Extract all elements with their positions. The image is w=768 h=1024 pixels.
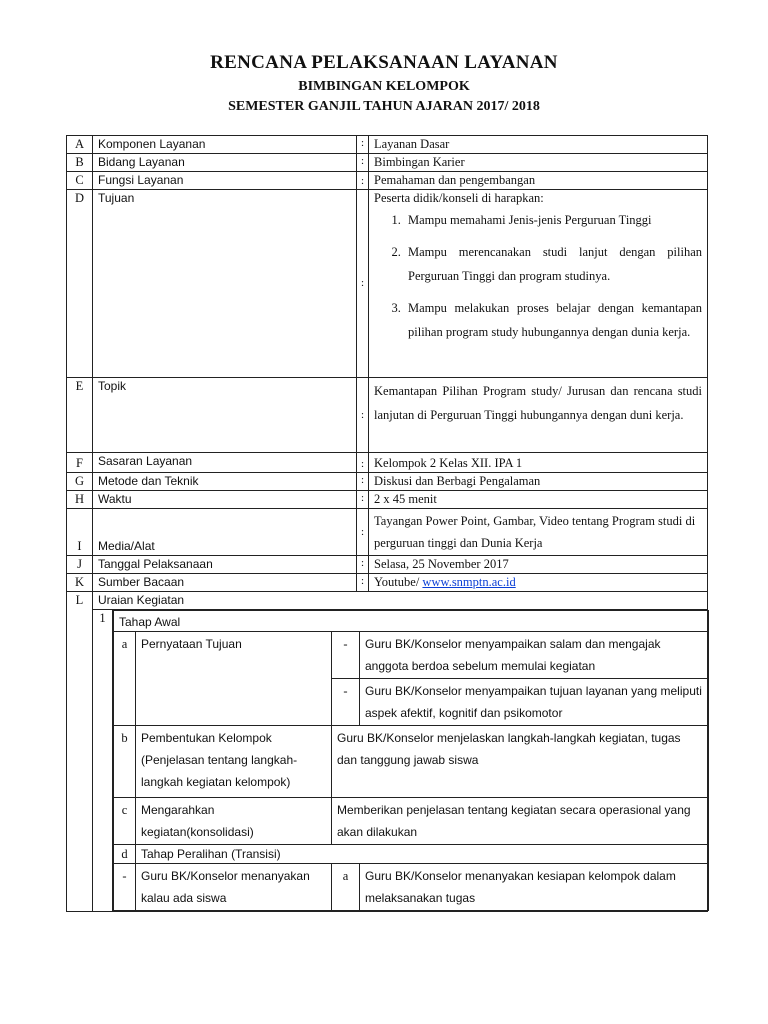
row-colon: : <box>357 378 369 453</box>
table-row <box>67 556 708 574</box>
row-code: G <box>67 473 93 491</box>
table-row <box>114 611 709 632</box>
item-label: Pernyataan Tujuan <box>136 632 332 726</box>
row-colon: : <box>357 190 369 378</box>
table-row <box>67 509 708 556</box>
sumber-text: Youtube/ <box>374 575 423 589</box>
row-code: D <box>67 190 93 378</box>
row-label: Sasaran Layanan <box>93 453 357 473</box>
item-letter: a <box>332 864 360 911</box>
row-colon: : <box>357 172 369 190</box>
row-colon: : <box>357 453 369 473</box>
row-label: Tujuan <box>93 190 357 378</box>
row-code: B <box>67 154 93 172</box>
table-row <box>114 726 709 798</box>
kegiatan-detail <box>113 610 708 912</box>
row-code: L <box>67 592 93 912</box>
list-item: 2. Mampu merencanakan studi lanjut dengan pilihan Perguruan Tinggi dan program studinya. <box>404 240 702 288</box>
row-label: Bidang Layanan <box>93 154 357 172</box>
row-label: Tanggal Pelaksanaan <box>93 556 357 574</box>
item-dash: - <box>332 632 360 679</box>
item-dash: - <box>114 864 136 911</box>
item-dash: - <box>332 679 360 726</box>
table-row <box>67 610 708 912</box>
item-text: Guru BK/Konselor menyampaikan tujuan layanan yang meliputi aspek afektif, kognitif dan psikomotor <box>360 679 709 726</box>
list-item: 1. Mampu memahami Jenis-jenis Perguruan Tinggi <box>404 208 702 232</box>
row-label: Uraian Kegiatan <box>93 592 708 610</box>
row-label: Waktu <box>93 491 357 509</box>
table-row <box>114 798 709 845</box>
stage-awal: Tahap Awal <box>114 611 709 632</box>
row-colon: : <box>357 556 369 574</box>
item-label: Mengarahkan kegiatan(konsolidasi) <box>136 798 332 845</box>
row-value: Selasa, 25 November 2017 <box>369 556 708 574</box>
row-label: Metode dan Teknik <box>93 473 357 491</box>
kegiatan-table <box>113 610 709 911</box>
table-row <box>67 592 708 610</box>
table-row <box>67 190 708 378</box>
plan-table <box>66 135 708 912</box>
item-label: Guru BK/Konselor menanyakan kalau ada siswa <box>136 864 332 911</box>
tujuan-intro: Peserta didik/konseli di harapkan: <box>374 191 544 205</box>
document-subtitle: BIMBINGAN KELOMPOK <box>298 79 470 94</box>
row-value: Layanan Dasar <box>369 136 708 154</box>
table-row <box>67 574 708 592</box>
item-letter: c <box>114 798 136 845</box>
table-row <box>67 453 708 473</box>
item-text: Memberikan penjelasan tentang kegiatan secara operasional yang akan dilakukan <box>332 798 709 845</box>
document-semester: SEMESTER GANJIL TAHUN AJARAN 2017/ 2018 <box>228 99 540 114</box>
row-value: Tayangan Power Point, Gambar, Video tentang Program studi di perguruan tinggi dan Dunia Kerja <box>369 509 708 556</box>
item-text: Guru BK/Konselor menjelaskan langkah-langkah kegiatan, tugas dan tanggung jawab siswa <box>332 726 709 798</box>
row-value <box>369 574 708 592</box>
row-colon: : <box>357 509 369 556</box>
table-row <box>114 845 709 864</box>
table-row <box>67 378 708 453</box>
table-row <box>67 473 708 491</box>
row-label: Topik <box>93 378 357 453</box>
stage-peralihan: Tahap Peralihan (Transisi) <box>136 845 709 864</box>
row-label: Komponen Layanan <box>93 136 357 154</box>
row-value: Pemahaman dan pengembangan <box>369 172 708 190</box>
row-code: A <box>67 136 93 154</box>
table-row <box>67 172 708 190</box>
row-code: F <box>67 453 93 473</box>
row-label: Fungsi Layanan <box>93 172 357 190</box>
item-text: Guru BK/Konselor menanyakan kesiapan kelompok dalam melaksanakan tugas <box>360 864 709 911</box>
table-row <box>114 632 709 679</box>
row-value: Kelompok 2 Kelas XII. IPA 1 <box>369 453 708 473</box>
list-item: 3. Mampu melakukan proses belajar dengan kemantapan pilihan program study hubungannya dengan dunia kerja. <box>404 296 702 344</box>
row-label: Media/Alat <box>93 509 357 556</box>
sumber-link[interactable]: www.snmptn.ac.id <box>422 575 516 589</box>
row-code: H <box>67 491 93 509</box>
tujuan-list <box>374 208 702 344</box>
item-text: Guru BK/Konselor menyampaikan salam dan mengajak anggota berdoa sebelum memulai kegiatan <box>360 632 709 679</box>
table-row <box>67 491 708 509</box>
document-title: RENCANA PELAKSANAAN LAYANAN <box>210 52 558 73</box>
row-code: E <box>67 378 93 453</box>
row-colon: : <box>357 473 369 491</box>
item-letter: a <box>114 632 136 726</box>
row-value: Bimbingan Karier <box>369 154 708 172</box>
item-label: Pembentukan Kelompok (Penjelasan tentang langkah-langkah kegiatan kelompok) <box>136 726 332 798</box>
table-row <box>67 154 708 172</box>
kegiatan-number: 1 <box>93 610 113 912</box>
row-value: 2 x 45 menit <box>369 491 708 509</box>
row-value: Diskusi dan Berbagi Pengalaman <box>369 473 708 491</box>
row-colon: : <box>357 154 369 172</box>
table-row <box>67 136 708 154</box>
row-code: J <box>67 556 93 574</box>
row-value: Kemantapan Pilihan Program study/ Jurusan dan rencana studi lanjutan di Perguruan Tinggi hubungannya dengan duni kerja. <box>369 378 708 453</box>
row-value <box>369 190 708 378</box>
row-colon: : <box>357 136 369 154</box>
row-code: K <box>67 574 93 592</box>
row-code: I <box>67 509 93 556</box>
item-letter: b <box>114 726 136 798</box>
item-letter: d <box>114 845 136 864</box>
row-colon: : <box>357 574 369 592</box>
row-colon: : <box>357 491 369 509</box>
table-row <box>114 864 709 911</box>
row-code: C <box>67 172 93 190</box>
row-label: Sumber Bacaan <box>93 574 357 592</box>
